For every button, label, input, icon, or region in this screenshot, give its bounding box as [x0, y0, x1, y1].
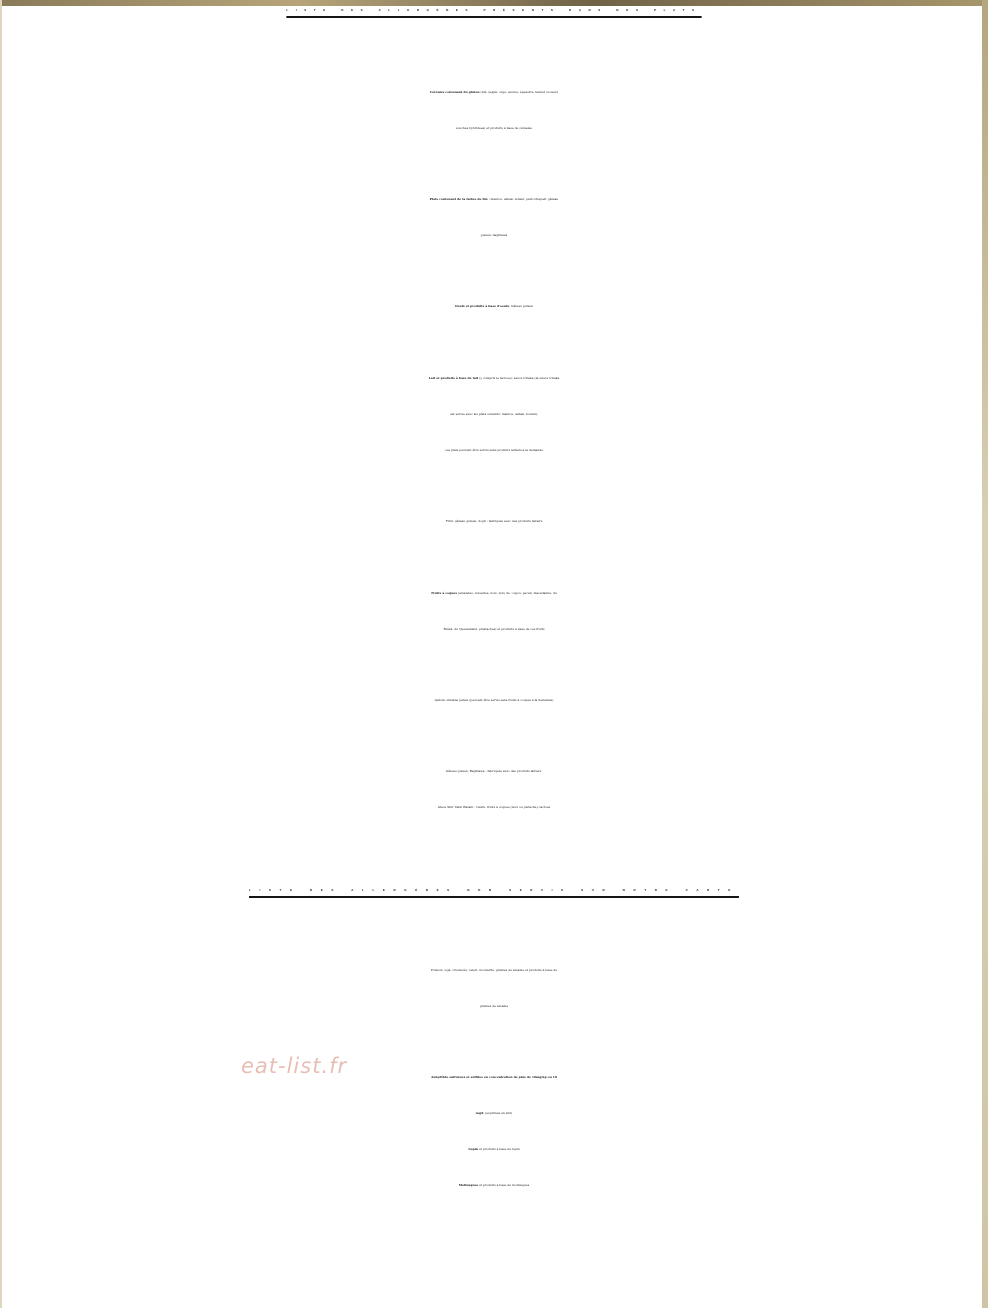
eggs-text: : Gâteau gulsen: [509, 304, 533, 308]
gluten-title: Céréales contenant du gluten: [429, 90, 480, 94]
milk-text-line3: ces plats peuvent être servis sans produits laitiers à la demande: [445, 448, 543, 452]
gluten-text: (blé, seigle, orge, avoine, épeautre, kamut ou leurs: [479, 90, 559, 94]
qabuli-text: Qabuli, simiane palaw (peuvent être servis sans fruits à coques à la demande): [434, 698, 554, 702]
nuts-text: (amandes, noisettes, noix, noix de : cajou, pécan, macadamia, du: [457, 591, 557, 595]
lupin-title: Lupin: [468, 1147, 479, 1151]
sulfites-paragraph: [0, 1059, 988, 1203]
sulfites-unit: mg/L: [475, 1111, 485, 1115]
milk-paragraph: [0, 360, 988, 468]
cake-text-line1: Gâteau gulsen, Baghlawa : fabriqués avec des produits laitiers.: [445, 769, 543, 773]
nuts-title: Fruits à coques: [431, 591, 458, 595]
mollusc-title: Mollusques: [458, 1183, 479, 1187]
fish-text-line2: graines de sésame: [479, 1004, 509, 1008]
nuts-paragraph: [0, 575, 988, 647]
flour-paragraph: [0, 181, 988, 253]
sulfites-text: (exprimés en s02): [484, 1111, 513, 1115]
mollusc-text: et produits à base de mollusques: [478, 1183, 530, 1187]
gluten-paragraph: [0, 74, 988, 146]
lupin-text: et produits à base de lupin: [478, 1147, 520, 1151]
fish-paragraph: [0, 952, 988, 1024]
eggs-title: Oeufs et produits à base d'oeufs: [455, 304, 510, 308]
top-border: [0, 0, 988, 6]
qabuli-paragraph: [0, 682, 988, 718]
cake-text-line2: Glace Shir Yakh Watani : Oeufs, fruits à coques (noix ou pistache), lactose: [437, 805, 551, 809]
firni-text: Firni, gâteau gulsen, dogh : fabriqués avec des produits laitiers: [445, 519, 543, 523]
flour-text-line2: gulsen, baghlawa: [480, 233, 508, 237]
sulfites-title: Anhydride sulfureux et sulfites en concentration de plus de 10mg/kg ou 10: [431, 1075, 557, 1079]
heading-absent-allergens: LISTE DES ALLERGÈNES NON SERVIS SUR NOTRE CARTE: [249, 888, 739, 892]
heading-present-allergens: LISTE DES ALLERGÈNES PRÉSENTS DANS NOS PLATS: [286, 8, 702, 12]
milk-text-line2: est servie avec les plats suivants: mantou, ashak, borani).: [450, 412, 538, 416]
gluten-text-line2: souches hybridées) et produits à base de céréales: [456, 126, 532, 130]
flour-title: Plats contenant de la farine de blé: [429, 197, 488, 201]
milk-title: Lait et produits à base de lait: [428, 376, 479, 380]
nuts-text-line2: Brésil, du Queensland, pinstaches) et produits à base de ces fruits: [443, 627, 545, 631]
watermark: eat-list.fr: [241, 1054, 348, 1078]
eggs-paragraph: [0, 288, 988, 324]
milk-text: (y compris le lactose): sauce tchaka (la sauce tchaka: [478, 376, 560, 380]
firni-paragraph: [0, 503, 988, 539]
fish-text-line1: Poisson, soja, crustacés, celeri, moutarde, graines de sésame et produits à base de: [430, 968, 558, 972]
flour-text: : mantou, ashak, bolani, pain tchapati, gâteau: [487, 197, 559, 201]
cake-paragraph: [0, 753, 988, 825]
